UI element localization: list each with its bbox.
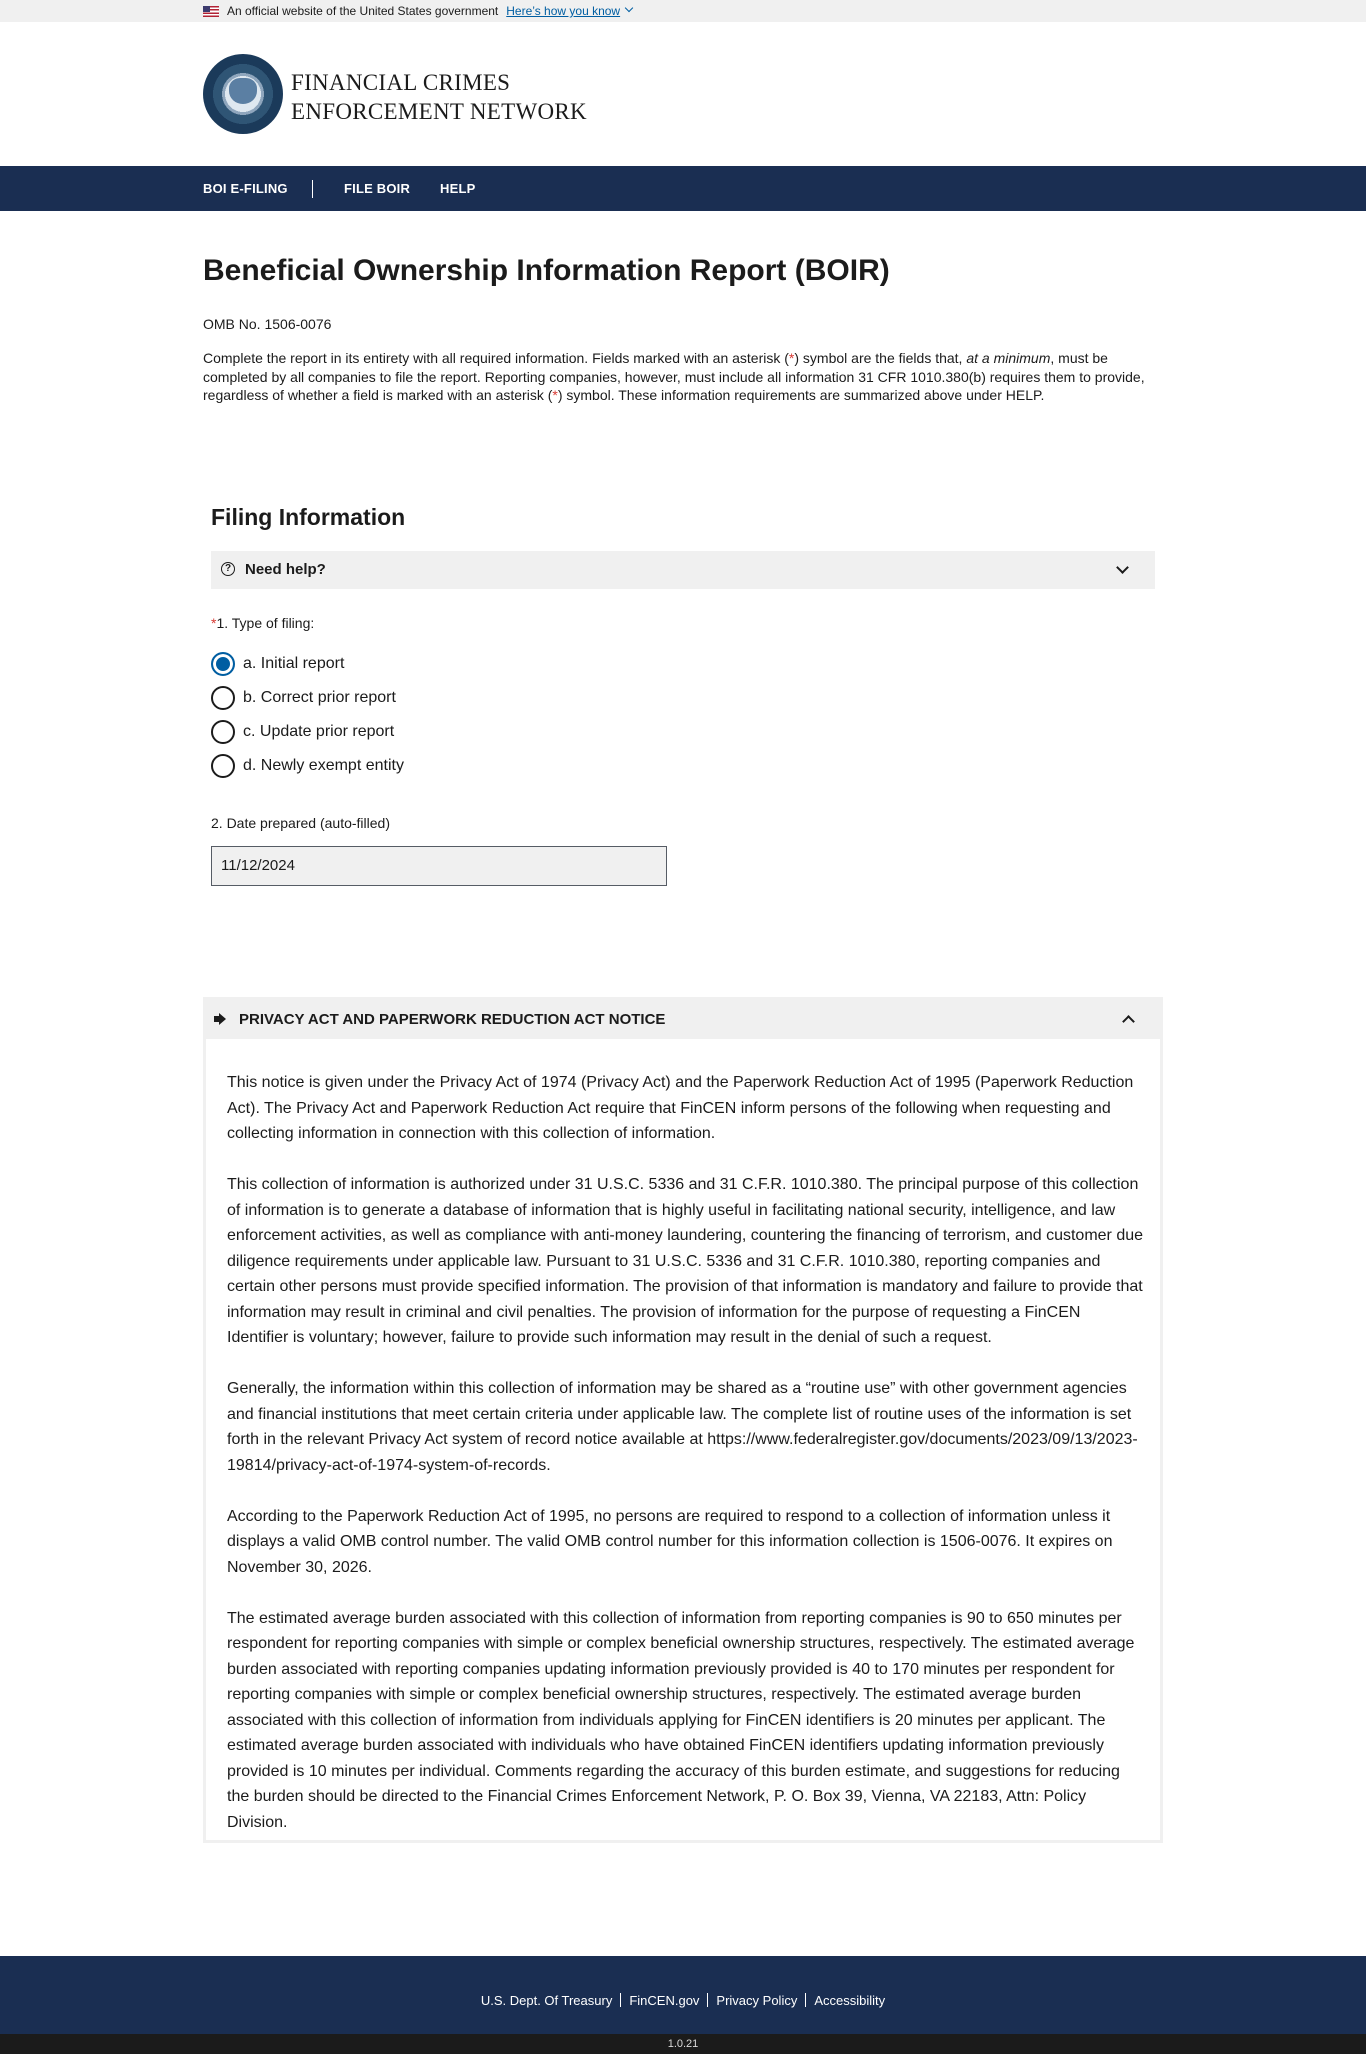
- privacy-notice-header[interactable]: [206, 1000, 1160, 1039]
- chevron-up-icon[interactable]: [1122, 1015, 1135, 1028]
- nav-divider: [312, 180, 313, 198]
- required-asterisk: *: [788, 350, 795, 366]
- notice-paragraph: According to the Paperwork Reduction Act of 1995, no persons are required to respond to a collection of information unless it displays a valid OMB control number. The valid OMB control number for this information collection is 1506-0076. It expires on November 30, 2026.: [227, 1507, 1113, 1576]
- treasury-seal-logo[interactable]: [203, 54, 283, 134]
- org-name[interactable]: [291, 68, 587, 126]
- intro-text: [203, 349, 1163, 405]
- radio-button[interactable]: [211, 720, 235, 744]
- radio-label: d. Newly exempt entity: [243, 757, 404, 774]
- nav-help[interactable]: HELP: [440, 181, 476, 196]
- intro-part-1: Complete the report in its entirety with all required information. Fields marked with an asterisk (: [203, 350, 789, 366]
- need-help-label: Need help?: [245, 561, 326, 578]
- footer-links: [0, 1993, 1366, 2008]
- us-flag-icon: [203, 6, 219, 17]
- radio-button-checked[interactable]: [211, 652, 235, 676]
- main-nav: [0, 166, 1366, 211]
- version-label: 1.0.21: [0, 2034, 1366, 2054]
- megaphone-icon: [214, 1013, 228, 1025]
- page-title: Beneficial Ownership Information Report (BOIR): [203, 254, 890, 287]
- date-prepared-field[interactable]: 11/12/2024: [211, 846, 667, 886]
- chevron-down-icon[interactable]: [625, 4, 633, 12]
- radio-correct-prior-report[interactable]: [211, 686, 396, 710]
- question-circle-icon: ?: [221, 562, 235, 576]
- gov-banner-text: An official website of the United States government: [227, 4, 499, 18]
- org-name-line2: ENFORCEMENT NETWORK: [291, 99, 587, 124]
- radio-button[interactable]: [211, 754, 235, 778]
- intro-emphasis: at a minimum: [966, 350, 1051, 366]
- radio-initial-report[interactable]: [211, 652, 344, 676]
- notice-paragraph: Generally, the information within this collection of information may be shared as a “routine use” with other government agencies and financial institutions that meet certain criteria under applicable law. The complete list of routine uses of the information is set forth in the relevant Privacy Act system of record notice available at https://www.federalregister.gov/documents/2023/09/13/2023-19814/privacy-act-of-1974-system-of-records.: [227, 1380, 1138, 1474]
- footer-link-accessibility[interactable]: Accessibility: [814, 1993, 886, 2008]
- privacy-act-notice: [203, 997, 1163, 1843]
- notice-paragraph: This collection of information is authorized under 31 U.S.C. 5336 and 31 C.F.R. 1010.380. The principal purpose of this collection of information is to generate a database of information that is highly useful in facilitating national security, intelligence, and law enforcement activities, as well as compliance with anti-money laundering, countering the financing of terrorism, and customer due diligence requirements under applicable law. Pursuant to 31 U.S.C. 5336 and 31 C.F.R. 1010.380, reporting companies and certain other persons must provide specified information. The provision of that information is mandatory and failure to provide that information may result in criminal and civil penalties. The provision of information for the purpose of requesting a FinCEN Identifier is voluntary; however, failure to provide such information may result in the denial of such a request.: [227, 1176, 1144, 1346]
- notice-paragraph: This notice is given under the Privacy Act of 1974 (Privacy Act) and the Paperwork Reduction Act of 1995 (Paperwork Reduction Act). The Privacy Act and Paperwork Reduction Act require that FinCEN inform persons of the following when requesting and collecting information in connection with this collection of information.: [227, 1074, 1134, 1142]
- need-help-accordion[interactable]: [211, 551, 1155, 589]
- date-prepared-label: 2. Date prepared (auto-filled): [211, 815, 390, 831]
- radio-newly-exempt-entity[interactable]: [211, 754, 404, 778]
- required-asterisk: *: [552, 387, 558, 403]
- footer-link-treasury[interactable]: U.S. Dept. Of Treasury: [480, 1993, 613, 2008]
- intro-part-4: ) symbol. These information requirements are summarized above under HELP.: [557, 387, 1045, 403]
- org-name-line1: FINANCIAL CRIMES: [291, 70, 511, 95]
- footer-link-fincen[interactable]: FinCEN.gov: [629, 1993, 700, 2008]
- radio-label: c. Update prior report: [243, 723, 395, 740]
- site-footer: [0, 1956, 1366, 2034]
- footer-link-privacy-policy[interactable]: Privacy Policy: [716, 1993, 798, 2008]
- site-header: [0, 22, 1366, 166]
- gov-banner: [0, 0, 1366, 22]
- intro-part-2: ) symbol are the fields that,: [794, 350, 967, 366]
- radio-label: a. Initial report: [243, 655, 345, 672]
- type-of-filing-label: [211, 615, 314, 631]
- heres-how-you-know-link[interactable]: Here’s how you know: [506, 4, 621, 18]
- radio-label: b. Correct prior report: [243, 689, 396, 706]
- radio-update-prior-report[interactable]: [211, 720, 394, 744]
- nav-file-boir[interactable]: FILE BOIR: [344, 181, 411, 196]
- intro-part-3: , must be completed by all companies to file the report. Reporting companies, however, must include all information 31 CFR 1010.380(b) requires them to provide, regardless of whether a field is marked with an asterisk (: [203, 350, 1145, 403]
- notice-paragraph: The estimated average burden associated with this collection of information from reporting companies is 90 to 650 minutes per respondent for reporting companies with simple or complex beneficial ownership structures, respectively. The estimated average burden associated with reporting companies updating information previously provided is 40 to 170 minutes per respondent for reporting companies with simple or complex beneficial ownership structures, respectively. The estimated average burden associated with this collection of information from individuals applying for FinCEN identifiers is 20 minutes per applicant. The estimated average burden associated with individuals who have obtained FinCEN identifiers updating information previously provided is 10 minutes per individual. Comments regarding the accuracy of this burden estimate, and suggestions for reducing the burden should be directed to the Financial Crimes Enforcement Network, P. O. Box 39, Vienna, VA 22183, Attn: Policy Division.: [227, 1609, 1135, 1831]
- privacy-notice-body: [227, 1070, 1145, 1861]
- omb-number: OMB No. 1506-0076: [203, 316, 332, 332]
- privacy-notice-title: PRIVACY ACT AND PAPERWORK REDUCTION ACT NOTICE: [239, 1011, 666, 1028]
- nav-boi-e-filing[interactable]: BOI E-FILING: [203, 181, 288, 196]
- required-asterisk: *: [211, 615, 217, 631]
- filing-information-heading: Filing Information: [211, 504, 406, 530]
- type-of-filing-text: 1. Type of filing:: [216, 615, 315, 631]
- chevron-down-icon[interactable]: [1116, 561, 1129, 574]
- radio-button[interactable]: [211, 686, 235, 710]
